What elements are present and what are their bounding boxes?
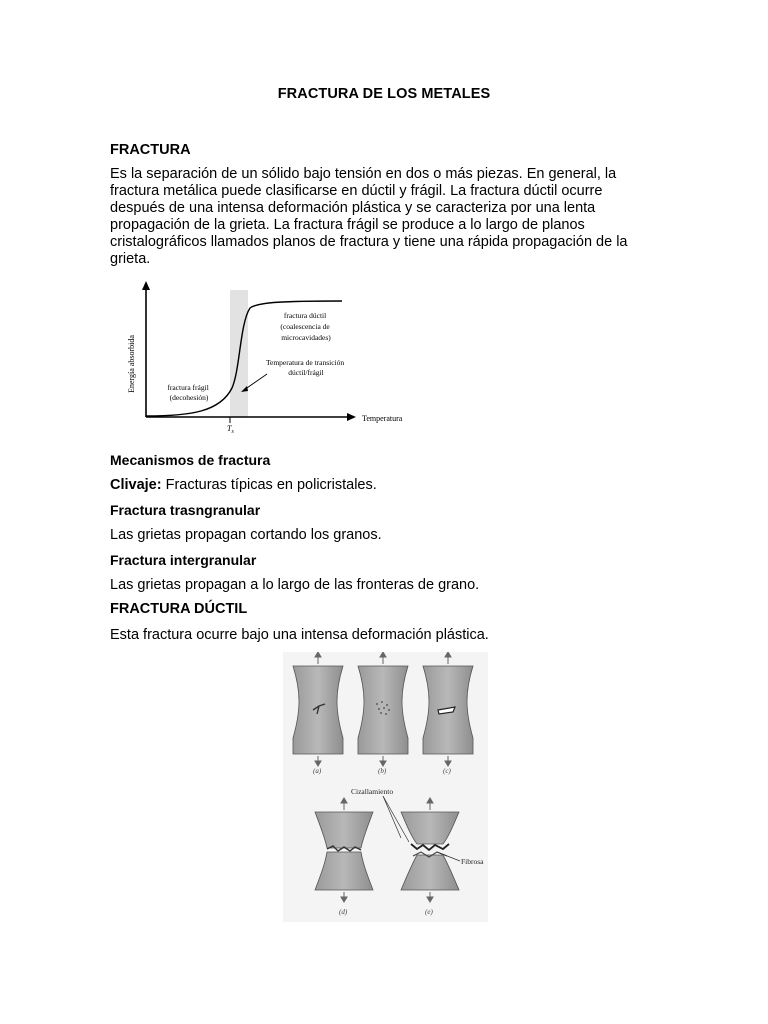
x-axis-arrow (347, 413, 356, 421)
transition-curve-svg (110, 278, 425, 440)
tick-label: $T_s$ (227, 424, 234, 435)
fractura-paragraph: Es la separación de un sólido bajo tensión en dos o más piezas. En general, la fractura metálica puede clasificarse en dúctil y frágil. La fractura dúctil ocurre después de una intensa deformación plástica y se caracteriza por una lenta propagación de la grieta. La fractura frágil se produce a lo largo de planos cristalográficos llamados planos de fractura y tiene una rápida propagación de la grieta. (110, 166, 628, 267)
ductil-paragraph: Esta fractura ocurre bajo una intensa deformación plástica. (110, 627, 489, 643)
document-title: FRACTURA DE LOS METALES (277, 86, 491, 102)
ductile-fracture-svg (283, 652, 488, 922)
section-heading-fractura: FRACTURA (110, 142, 191, 158)
label-c: (c) (443, 767, 451, 775)
label-a: (a) (313, 767, 322, 775)
transgranular-heading: Fractura trasngranular (110, 502, 261, 518)
ductile-label: fractura dúctil (coalescencia de microcavidades) (280, 311, 331, 342)
label-d: (d) (339, 908, 348, 916)
section-heading-ductil: FRACTURA DÚCTIL (110, 601, 248, 617)
y-axis-arrow (142, 281, 150, 290)
shear-label: Cizallamiento (351, 787, 394, 796)
transition-curve-figure (110, 278, 425, 440)
transition-label: Temperatura de transición dúctil/frágil (265, 358, 345, 377)
intergranular-text: Las grietas propagan a lo largo de las fronteras de grano. (110, 577, 480, 593)
transgranular-text: Las grietas propagan cortando los granos. (110, 527, 382, 543)
fiber-label: Fibrosa (461, 857, 484, 866)
cleavage-text: Fracturas típicas en policristales. (161, 477, 377, 493)
cleavage-label: Clivaje: (110, 477, 162, 493)
x-axis-label: Temperatura (362, 414, 403, 423)
label-e: (e) (425, 908, 433, 916)
mechanisms-heading: Mecanismos de fractura (110, 452, 271, 468)
cleavage-line (110, 477, 655, 494)
brittle-label: fractura frágil (decohesión) (167, 383, 209, 402)
specimen-b (358, 666, 408, 754)
label-b: (b) (378, 767, 387, 775)
intergranular-heading: Fractura intergranular (110, 552, 257, 568)
ductile-fracture-figure (283, 652, 488, 922)
y-axis-label: Energía absorbida (127, 335, 136, 393)
